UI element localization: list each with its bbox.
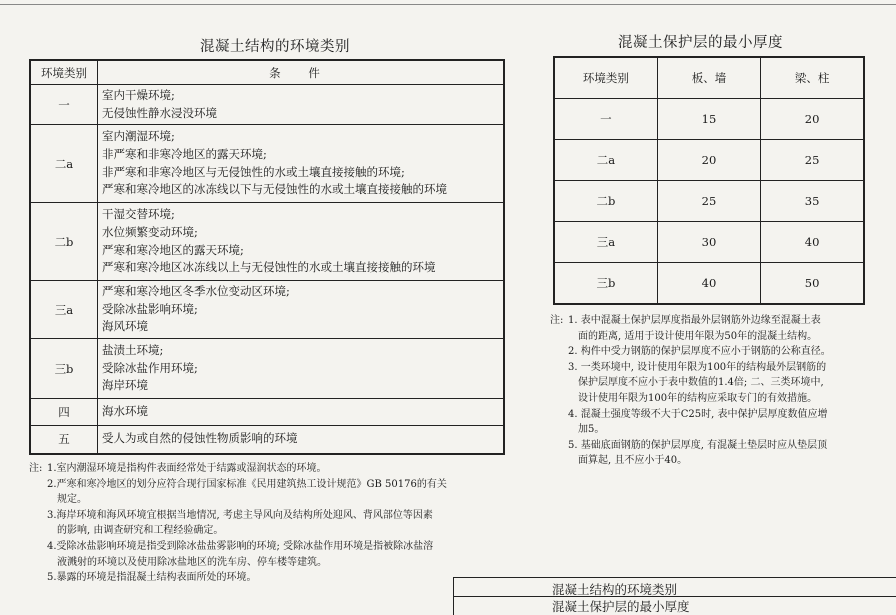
- note-item: [29, 477, 509, 508]
- cover-table-notes: [550, 313, 870, 469]
- env-category-cell: 五: [30, 426, 98, 454]
- header-category: 环境类别: [554, 57, 657, 99]
- slab-wall-value: 40: [657, 263, 760, 305]
- note-item: [550, 407, 870, 438]
- table-row: [554, 222, 864, 263]
- beam-column-value: 50: [761, 263, 864, 305]
- table-row: [30, 399, 504, 426]
- condition-line: 盐渍土环境;: [102, 342, 164, 357]
- table-row: [30, 85, 504, 125]
- table-header-row: [554, 57, 864, 99]
- table-row: [554, 140, 864, 181]
- condition-line: 严寒和寒冷地区冰冻线以上与无侵蚀性的水或土壤直接接触的环境: [102, 260, 436, 275]
- condition-line: 海水环境: [102, 404, 148, 419]
- note-line: 的影响, 由调查研究和工程经验确定。: [57, 525, 224, 537]
- header-conditions: [98, 60, 505, 85]
- note-line: 面的距离, 适用于设计使用年限为50年的混凝土结构。: [578, 330, 818, 342]
- note-item: [29, 539, 509, 570]
- table-row: [30, 203, 504, 281]
- condition-line: 非严寒和非寒冷地区与无侵蚀性的水或土壤直接接触的环境;: [102, 164, 405, 179]
- env-conditions-cell: [98, 203, 505, 281]
- title-block-line-1: 混凝土结构的环境类别: [552, 582, 678, 597]
- note-line: 1.室内潮湿环境是指构件表面经常处于结露或湿润状态的环境。: [47, 463, 327, 474]
- note-text: [568, 360, 870, 407]
- header-beam-column: 梁、柱: [761, 57, 864, 99]
- note-item: [29, 570, 509, 586]
- note-prefix: [550, 344, 568, 360]
- cover-category-cell: 一: [554, 99, 657, 140]
- note-prefix: [550, 407, 568, 438]
- env-table-body: [30, 85, 504, 454]
- note-line: 保护层厚度不应小于表中数值的1.4倍; 二、三类环境中,: [578, 377, 824, 389]
- note-item: [550, 313, 870, 344]
- table-row: [30, 125, 504, 203]
- cover-table-title: 混凝土保护层的最小厚度: [618, 35, 783, 51]
- note-prefix: [550, 438, 568, 469]
- condition-line: 海岸环境: [102, 378, 148, 393]
- note-line: 规定。: [57, 494, 87, 506]
- note-line: 液溅射的环境以及使用除冰盐地区的洗车房、停车楼等建筑。: [57, 556, 327, 568]
- env-category-cell: 三a: [30, 281, 98, 339]
- slab-wall-value: 30: [657, 222, 760, 263]
- title-block: [453, 577, 896, 615]
- note-line: 3. 一类环境中, 设计使用年限为100年的结构最外层钢筋的: [568, 361, 827, 373]
- note-line: 加5。: [578, 424, 605, 436]
- table-row: [30, 426, 504, 454]
- table-row: [554, 181, 864, 222]
- note-prefix: [29, 508, 47, 539]
- sheet-border-top: [0, 4, 896, 5]
- note-text: [568, 344, 870, 360]
- condition-line: 室内潮湿环境;: [102, 128, 175, 143]
- note-prefix: 注:: [550, 315, 564, 326]
- cover-table-body: [554, 99, 864, 305]
- header-category: 环境类别: [30, 60, 98, 85]
- beam-column-value: 35: [761, 181, 864, 222]
- note-text: [47, 508, 509, 539]
- cover-category-cell: 二b: [554, 181, 657, 222]
- note-prefix: [29, 539, 47, 570]
- note-line: 5.暴露的环境是指混凝土结构表面所处的环境。: [47, 572, 257, 584]
- condition-line: 干湿交替环境;: [102, 206, 175, 221]
- env-category-cell: 四: [30, 399, 98, 426]
- concrete-cover-table: [553, 56, 865, 305]
- condition-line: 非严寒和非寒冷地区的露天环境;: [102, 146, 267, 161]
- env-category-cell: 三b: [30, 339, 98, 399]
- condition-line: 受人为或自然的侵蚀性物质影响的环境: [102, 431, 298, 446]
- table-header-row: [30, 60, 504, 85]
- note-text: [47, 461, 509, 477]
- note-prefix: [550, 360, 568, 407]
- env-table-title: 混凝土结构的环境类别: [200, 39, 350, 55]
- note-line: 4. 混凝土强度等级不大于C25时, 表中保护层厚度数值应增: [568, 408, 828, 420]
- note-line: 5. 基础底面钢筋的保护层厚度, 有混凝土垫层时应从垫层顶: [568, 439, 828, 451]
- condition-line: 海风环境: [102, 319, 148, 334]
- cover-category-cell: 二a: [554, 140, 657, 181]
- env-conditions-cell: [98, 85, 505, 125]
- env-conditions-cell: [98, 339, 505, 399]
- note-line: 1. 表中混凝土保护层厚度指最外层钢筋外边缘至混凝土表: [568, 315, 821, 326]
- table-row: [554, 99, 864, 140]
- env-table-notes: [29, 461, 509, 586]
- beam-column-value: 20: [761, 99, 864, 140]
- note-line: 3.海岸环境和海风环境宜根据当地情况, 考虑主导风向及结构所处迎风、背风部位等因素: [47, 509, 433, 521]
- note-prefix: [29, 570, 47, 586]
- note-line: 2. 构件中受力钢筋的保护层厚度不应小于钢筋的公称直径。: [568, 346, 831, 358]
- note-prefix: [29, 477, 47, 508]
- note-item: [550, 360, 870, 407]
- cover-category-cell: 三a: [554, 222, 657, 263]
- env-conditions-cell: [98, 125, 505, 203]
- env-conditions-cell: [98, 426, 505, 454]
- header-slab-wall: 板、墙: [657, 57, 760, 99]
- env-category-cell: 二a: [30, 125, 98, 203]
- note-item: [29, 461, 509, 477]
- note-text: [47, 570, 509, 586]
- title-block-line-2: 混凝土保护层的最小厚度: [552, 599, 690, 614]
- condition-line: 无侵蚀性静水浸没环境: [102, 105, 217, 120]
- env-conditions-cell: [98, 281, 505, 339]
- note-item: [550, 438, 870, 469]
- note-text: [568, 438, 870, 469]
- note-line: 4.受除冰盐影响环境是指受到除冰盐盐雾影响的环境; 受除冰盐作用环境是指被除冰盐溶: [47, 540, 434, 552]
- beam-column-value: 25: [761, 140, 864, 181]
- condition-line: 受除冰盐作用环境;: [102, 360, 198, 375]
- condition-line: 室内干燥环境;: [102, 87, 175, 102]
- table-row: [554, 263, 864, 305]
- env-category-cell: 二b: [30, 203, 98, 281]
- condition-line: 严寒和寒冷地区的冰冻线以下与无侵蚀性的水或土壤直接接触的环境: [102, 182, 447, 197]
- condition-line: 严寒和寒冷地区冬季水位变动区环境;: [102, 283, 290, 298]
- condition-line: 受除冰盐影响环境;: [102, 301, 198, 316]
- note-line: 设计使用年限为100年的结构应采取专门的有效措施。: [578, 392, 818, 404]
- note-line: 面算起, 且不应小于40。: [578, 455, 688, 467]
- slab-wall-value: 25: [657, 181, 760, 222]
- note-text: [47, 539, 509, 570]
- note-text: [568, 407, 870, 438]
- cover-category-cell: 三b: [554, 263, 657, 305]
- note-item: [550, 344, 870, 360]
- note-prefix: 注:: [29, 463, 43, 474]
- table-row: [30, 281, 504, 339]
- note-line: 2.严寒和寒冷地区的划分应符合现行国家标准《民用建筑热工设计规范》GB 50176的有关: [47, 478, 447, 490]
- condition-line: 严寒和寒冷地区的露天环境;: [102, 242, 244, 257]
- environment-category-table: [29, 59, 505, 455]
- table-row: [30, 339, 504, 399]
- env-category-cell: 一: [30, 85, 98, 125]
- note-text: [47, 477, 509, 508]
- note-text: [568, 313, 870, 344]
- note-item: [29, 508, 509, 539]
- slab-wall-value: 15: [657, 99, 760, 140]
- header-conditions-label: 条 件: [269, 65, 332, 80]
- beam-column-value: 40: [761, 222, 864, 263]
- slab-wall-value: 20: [657, 140, 760, 181]
- env-conditions-cell: [98, 399, 505, 426]
- condition-line: 水位频繁变动环境;: [102, 224, 198, 239]
